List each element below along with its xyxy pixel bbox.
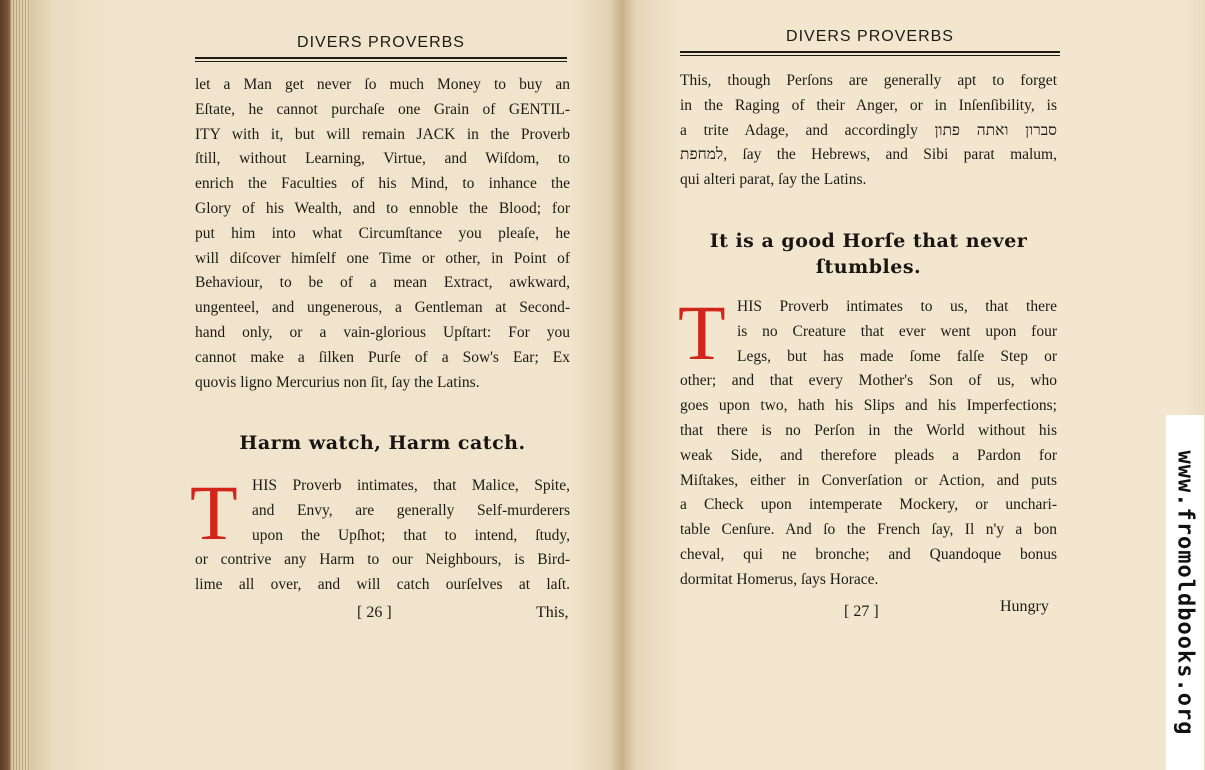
- right-running-header: DIVERS PROVERBS: [786, 28, 954, 45]
- text-line: is no Creature that ever went upon four: [737, 322, 1057, 340]
- left-paragraph-2: [195, 474, 570, 598]
- watermark-text: www.fromoldbooks.org: [1172, 450, 1198, 735]
- right-page-number: [ 27 ]: [844, 603, 879, 620]
- text-line: let a Man get never ſo much Money to buy an: [195, 76, 570, 93]
- text-line: or contrive any Harm to our Neighbours, is Bird-: [195, 551, 570, 569]
- right-dropcap: T: [678, 289, 726, 376]
- left-page-number: [ 26 ]: [357, 604, 392, 621]
- right-page: [622, 0, 1205, 770]
- text-line: will diſcover himſelf one Time or other, in Point of: [195, 249, 570, 267]
- text-line: and Envy, are generally Self-murderers: [252, 501, 570, 519]
- text-line: weak Side, and therefore pleads a Pardon for: [680, 446, 1057, 464]
- text-line: upon the Upſhot; that to intend, ſtudy,: [252, 526, 570, 544]
- text-line: Eſtate, he cannot purchaſe one Grain of GENTIL-: [195, 100, 570, 118]
- text-line: ITY with it, but will remain JACK in the Proverb: [195, 125, 570, 143]
- site-watermark: [1166, 415, 1204, 770]
- text-line: Legs, but has made ſome falſe Step or: [737, 347, 1057, 365]
- text-line: other; and that every Mother's Son of us, who: [680, 372, 1057, 390]
- text-line: למחפת, ſay the Hebrews, and Sibi parat malum,: [680, 146, 1057, 164]
- right-paragraph-2: [678, 289, 1057, 593]
- text-line: goes upon two, hath his Slips and his Imperfections;: [680, 397, 1057, 415]
- page-edges: [10, 0, 32, 770]
- right-section-title: [680, 228, 1057, 280]
- right-section-title-line-1: It is a good Horſe that never: [709, 230, 1028, 252]
- left-section-title: Harm watch, Harm catch.: [239, 432, 526, 454]
- left-running-header: DIVERS PROVERBS: [297, 34, 465, 51]
- text-line: ungenteel, and ungenerous, a Gentleman at Second-: [195, 299, 570, 317]
- text-line: cheval, qui ne bronche; and Quandoque bonus: [680, 545, 1057, 563]
- text-line: quovis ligno Mercurius non ſit, ſay the Latins.: [195, 373, 480, 391]
- text-line: dormitat Homerus, ſays Horace.: [680, 570, 879, 588]
- text-line: put him into what Circumſtance you pleaſe, he: [195, 224, 570, 242]
- text-line: that there is no Perſon in the World without his: [680, 421, 1057, 439]
- text-line: a trite Adage, and accordingly סברון ואתה פתון: [680, 121, 1057, 139]
- right-section-title-line-2: ſtumbles.: [815, 256, 922, 278]
- text-line: a Check upon intemperate Mockery, or unchari-: [680, 496, 1057, 514]
- text-line: in the Raging of their Anger, or in Inſenſibility, is: [680, 96, 1057, 114]
- right-paragraph-1: [680, 69, 1057, 193]
- text-line: ſtill, without Learning, Virtue, and Wiſdom, to: [195, 150, 570, 168]
- text-line: qui alteri parat, ſay the Latins.: [680, 171, 867, 189]
- text-line: HIS Proverb intimates, that Malice, Spite,: [252, 477, 570, 494]
- text-line: Behaviour, to be of a mean Extract, awkward,: [195, 274, 570, 292]
- left-paragraph-1: [195, 73, 570, 395]
- text-line: lime all over, and will catch ourſelves at laſt.: [195, 576, 570, 594]
- text-line: This, though Perſons are generally apt to forget: [680, 72, 1057, 89]
- text-line: Glory of his Wealth, and to ennoble the Blood; for: [195, 199, 570, 217]
- right-catchword: Hungry: [1000, 598, 1049, 615]
- right-header-rule: [680, 51, 1060, 56]
- left-page: [30, 0, 622, 770]
- text-line: table Cenſure. And ſo the French ſay, Il n'y a bon: [680, 521, 1057, 539]
- left-catchword: This,: [536, 604, 569, 621]
- left-dropcap: T: [190, 469, 238, 556]
- text-line: enrich the Faculties of his Mind, to inhance the: [195, 175, 570, 193]
- text-line: hand only, or a vain-glorious Upſtart: For you: [195, 323, 570, 341]
- left-header-rule: [195, 57, 567, 62]
- text-line: cannot make a ſilken Purſe of a Sow's Ear; Ex: [195, 348, 570, 366]
- text-line: HIS Proverb intimates to us, that there: [737, 298, 1057, 315]
- text-line: Miſtakes, either in Converſation or Action, and puts: [680, 471, 1057, 489]
